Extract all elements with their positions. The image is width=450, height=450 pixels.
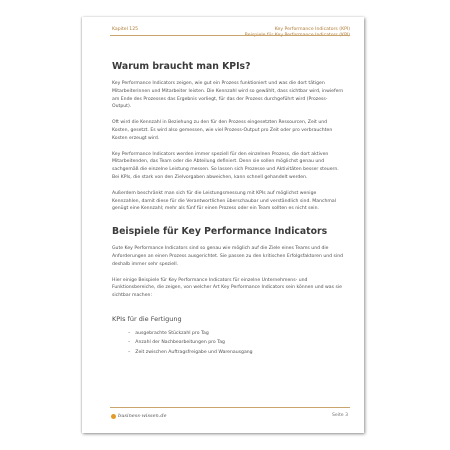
document-page xyxy=(82,17,364,433)
section1-paragraph: Oft wird die Kennzahl in Beziehung zu den für den Prozess eingesetzten Ressourcen, Zeit und Kosten, gesetzt. Es wird also gemessen, wie viel Prozess-Output pro Zeit oder pro verbrauchten Kosten erzeugt wird. xyxy=(112,120,333,141)
header-title-line2: Beispiele für Key Performance Indicators (KPI) xyxy=(244,33,350,38)
section1-heading: Warum braucht man KPIs? xyxy=(112,61,251,72)
section2-heading: Beispiele für Key Performance Indicators xyxy=(112,226,328,238)
header-divider xyxy=(110,35,350,36)
list-item xyxy=(128,329,344,339)
bullet-dash: – xyxy=(128,330,131,336)
page-number: Seite 3 xyxy=(331,413,348,418)
header-chapter: Kapitel 125 xyxy=(112,27,139,32)
bullet-dash: – xyxy=(128,340,131,346)
footer-divider xyxy=(110,407,350,408)
header-title xyxy=(245,27,350,39)
list-item-text: Zeit zwischen Auftragsfreigabe und Warenausgang xyxy=(135,349,253,355)
list-item xyxy=(128,338,344,348)
section1-paragraph: Außerdem beschränkt man sich für die Leistungsmessung mit KPIs auf möglichst wenige Kennzahlen, damit diese für die Verantwortlichen überschaubar und verständlich sind. Manchmal genügt eine Kennzahl; mehr als fünf für einen Prozess oder ein Team sollten es nicht sein. xyxy=(112,190,336,212)
section2-paragraph: Gute Key Performance Indicators sind so genau wie möglich auf die Ziele eines Teams und die Anforderungen an einen Prozess ausgerichtet. Sie passen zu den kritischen Erfolgsfaktoren und sind deshalb immer sehr speziell. xyxy=(112,246,344,267)
section2-paragraph: Hier einige Beispiele für Key Performance Indicators für einzelne Unternehmens- und Funktionsbereiche, die zeigen, von welcher Art Key Performance Indicators sein können und was sie sichtbar machen: xyxy=(112,277,342,299)
section1-paragraph: Key Performance Indicators zeigen, wie gut ein Prozess funktioniert und was die dort tätigen Mitarbeiterinnen und Mitarbeiter leisten. Die Kennzahl wird so gewählt, dass sichtbar wird, inwiefern am Ende des Prozesses das Ergebnis vorliegt, für das der Prozess durchgeführt wird (Prozess-Output). xyxy=(112,81,344,110)
header-title-line1: Key Performance Indicators (KPI) xyxy=(274,27,350,32)
section2-subheading: KPIs für die Fertigung xyxy=(112,314,182,323)
kpi-bullet-list xyxy=(112,329,344,358)
logo-text: business-wissen.de xyxy=(118,413,167,419)
section1-paragraph: Key Performance Indicators werden immer speziell für den einzelnen Prozess, die dort aktiven Mitarbeitenden, das Team oder die Abteilung definiert. Denn sie sollen möglichst genau und sachgemäß die einzelne Leistung messen. So lassen sich Prozesse und Aktivitäten besser steuern. Bei KPIs, die stark von den Zielvorgaben abweichen, kann schnell gehandelt werden. xyxy=(112,151,339,180)
bullet-dash: – xyxy=(128,349,131,355)
list-item-text: Anzahl der Nachbearbeitungen pro Tag xyxy=(135,340,225,346)
business-wissen-logo xyxy=(111,413,167,419)
list-item-text: ausgebrachte Stückzahl pro Tag xyxy=(135,330,209,336)
logo-dot-icon xyxy=(111,414,116,419)
page-content xyxy=(112,61,344,357)
list-item xyxy=(128,348,344,358)
